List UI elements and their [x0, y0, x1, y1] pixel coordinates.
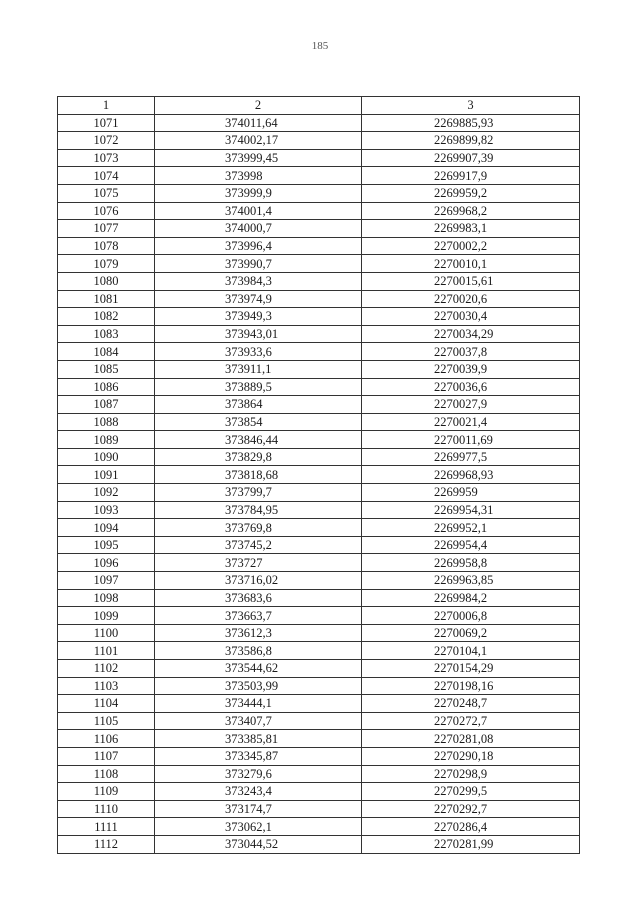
point-number-cell: 1096	[58, 554, 155, 572]
point-number-cell: 1076	[58, 202, 155, 220]
table-header	[58, 97, 580, 115]
x-coordinate-cell: 373044,52	[155, 835, 362, 853]
point-number-cell: 1103	[58, 677, 155, 695]
point-number-cell: 1097	[58, 572, 155, 590]
y-coordinate-cell: 2269977,5	[362, 448, 580, 466]
x-coordinate-cell: 374000,7	[155, 220, 362, 238]
table-row	[58, 466, 580, 484]
y-coordinate-cell: 2269917,9	[362, 167, 580, 185]
x-coordinate-cell: 373974,9	[155, 290, 362, 308]
point-number-cell: 1107	[58, 747, 155, 765]
y-coordinate-cell: 2270298,9	[362, 765, 580, 783]
table-row	[58, 149, 580, 167]
table-row	[58, 255, 580, 273]
point-number-cell: 1091	[58, 466, 155, 484]
point-number-cell: 1084	[58, 343, 155, 361]
y-coordinate-cell: 2269899,82	[362, 132, 580, 150]
y-coordinate-cell: 2269958,8	[362, 554, 580, 572]
x-coordinate-cell: 373996,4	[155, 237, 362, 255]
point-number-cell: 1073	[58, 149, 155, 167]
y-coordinate-cell: 2269963,85	[362, 572, 580, 590]
table-body	[58, 114, 580, 853]
y-coordinate-cell: 2270198,16	[362, 677, 580, 695]
table-row	[58, 783, 580, 801]
header-row	[58, 97, 580, 115]
x-coordinate-cell: 373818,68	[155, 466, 362, 484]
y-coordinate-cell: 2269954,4	[362, 536, 580, 554]
point-number-cell: 1086	[58, 378, 155, 396]
table-row	[58, 378, 580, 396]
x-coordinate-cell: 373998	[155, 167, 362, 185]
x-coordinate-cell: 373444,1	[155, 695, 362, 713]
point-number-cell: 1101	[58, 642, 155, 660]
point-number-cell: 1093	[58, 501, 155, 519]
x-coordinate-cell: 373407,7	[155, 712, 362, 730]
y-coordinate-cell: 2269984,2	[362, 589, 580, 607]
table-row	[58, 343, 580, 361]
y-coordinate-cell: 2270015,61	[362, 272, 580, 290]
table-row	[58, 712, 580, 730]
y-coordinate-cell: 2270290,18	[362, 747, 580, 765]
table-row	[58, 184, 580, 202]
point-number-cell: 1108	[58, 765, 155, 783]
table-row	[58, 747, 580, 765]
table-row	[58, 800, 580, 818]
y-coordinate-cell: 2270030,4	[362, 308, 580, 326]
y-coordinate-cell: 2269968,2	[362, 202, 580, 220]
table-row	[58, 572, 580, 590]
point-number-cell: 1090	[58, 448, 155, 466]
table-row	[58, 589, 580, 607]
x-coordinate-cell: 373990,7	[155, 255, 362, 273]
y-coordinate-cell: 2270034,29	[362, 325, 580, 343]
table-row	[58, 220, 580, 238]
x-coordinate-cell: 373727	[155, 554, 362, 572]
point-number-cell: 1078	[58, 237, 155, 255]
y-coordinate-cell: 2270036,6	[362, 378, 580, 396]
x-coordinate-cell: 373784,95	[155, 501, 362, 519]
point-number-cell: 1077	[58, 220, 155, 238]
x-coordinate-cell: 373612,3	[155, 624, 362, 642]
table-row	[58, 413, 580, 431]
y-coordinate-cell: 2270021,4	[362, 413, 580, 431]
y-coordinate-cell: 2270010,1	[362, 255, 580, 273]
point-number-cell: 1100	[58, 624, 155, 642]
table-row	[58, 501, 580, 519]
x-coordinate-cell: 373999,9	[155, 184, 362, 202]
x-coordinate-cell: 373062,1	[155, 818, 362, 836]
x-coordinate-cell: 373716,02	[155, 572, 362, 590]
y-coordinate-cell: 2270069,2	[362, 624, 580, 642]
coordinates-table	[57, 96, 580, 854]
x-coordinate-cell: 373243,4	[155, 783, 362, 801]
point-number-cell: 1083	[58, 325, 155, 343]
point-number-cell: 1106	[58, 730, 155, 748]
point-number-cell: 1079	[58, 255, 155, 273]
x-coordinate-cell: 373799,7	[155, 484, 362, 502]
x-coordinate-cell: 373385,81	[155, 730, 362, 748]
y-coordinate-cell: 2270039,9	[362, 360, 580, 378]
table-row	[58, 484, 580, 502]
point-number-cell: 1110	[58, 800, 155, 818]
x-coordinate-cell: 373586,8	[155, 642, 362, 660]
table-row	[58, 677, 580, 695]
x-coordinate-cell: 373889,5	[155, 378, 362, 396]
x-coordinate-cell: 373984,3	[155, 272, 362, 290]
point-number-cell: 1085	[58, 360, 155, 378]
table-row	[58, 835, 580, 853]
point-number-cell: 1089	[58, 431, 155, 449]
y-coordinate-cell: 2269885,93	[362, 114, 580, 132]
y-coordinate-cell: 2269968,93	[362, 466, 580, 484]
x-coordinate-cell: 374001,4	[155, 202, 362, 220]
table-row	[58, 730, 580, 748]
x-coordinate-cell: 373503,99	[155, 677, 362, 695]
y-coordinate-cell: 2270002,2	[362, 237, 580, 255]
y-coordinate-cell: 2270020,6	[362, 290, 580, 308]
table-row	[58, 237, 580, 255]
y-coordinate-cell: 2270011,69	[362, 431, 580, 449]
x-coordinate-cell: 373663,7	[155, 607, 362, 625]
point-number-cell: 1094	[58, 519, 155, 537]
x-coordinate-cell: 374002,17	[155, 132, 362, 150]
x-coordinate-cell: 374011,64	[155, 114, 362, 132]
point-number-cell: 1095	[58, 536, 155, 554]
y-coordinate-cell: 2269954,31	[362, 501, 580, 519]
x-coordinate-cell: 373769,8	[155, 519, 362, 537]
table-row	[58, 554, 580, 572]
point-number-cell: 1098	[58, 589, 155, 607]
table-row	[58, 308, 580, 326]
table-row	[58, 660, 580, 678]
y-coordinate-cell: 2270281,08	[362, 730, 580, 748]
table-row	[58, 132, 580, 150]
table-row	[58, 396, 580, 414]
table-row	[58, 202, 580, 220]
y-coordinate-cell: 2269959,2	[362, 184, 580, 202]
x-coordinate-cell: 373911,1	[155, 360, 362, 378]
point-number-cell: 1081	[58, 290, 155, 308]
x-coordinate-cell: 373949,3	[155, 308, 362, 326]
x-coordinate-cell: 373174,7	[155, 800, 362, 818]
table-row	[58, 290, 580, 308]
table-row	[58, 272, 580, 290]
y-coordinate-cell: 2270272,7	[362, 712, 580, 730]
y-coordinate-cell: 2270248,7	[362, 695, 580, 713]
table-row	[58, 431, 580, 449]
point-number-cell: 1099	[58, 607, 155, 625]
y-coordinate-cell: 2270037,8	[362, 343, 580, 361]
x-coordinate-cell: 373745,2	[155, 536, 362, 554]
y-coordinate-cell: 2270286,4	[362, 818, 580, 836]
point-number-cell: 1109	[58, 783, 155, 801]
table-row	[58, 642, 580, 660]
y-coordinate-cell: 2270104,1	[362, 642, 580, 660]
table-row	[58, 607, 580, 625]
y-coordinate-cell: 2270154,29	[362, 660, 580, 678]
y-coordinate-cell: 2270281,99	[362, 835, 580, 853]
point-number-cell: 1105	[58, 712, 155, 730]
point-number-cell: 1088	[58, 413, 155, 431]
table-row	[58, 624, 580, 642]
y-coordinate-cell: 2270027,9	[362, 396, 580, 414]
x-coordinate-cell: 373345,87	[155, 747, 362, 765]
table-row	[58, 536, 580, 554]
x-coordinate-cell: 373943,01	[155, 325, 362, 343]
y-coordinate-cell: 2270299,5	[362, 783, 580, 801]
point-number-cell: 1080	[58, 272, 155, 290]
x-coordinate-cell: 373279,6	[155, 765, 362, 783]
point-number-cell: 1075	[58, 184, 155, 202]
point-number-cell: 1072	[58, 132, 155, 150]
x-coordinate-cell: 373854	[155, 413, 362, 431]
table-row	[58, 765, 580, 783]
x-coordinate-cell: 373933,6	[155, 343, 362, 361]
table-row	[58, 519, 580, 537]
x-coordinate-cell: 373683,6	[155, 589, 362, 607]
x-coordinate-cell: 373846,44	[155, 431, 362, 449]
x-coordinate-cell: 373864	[155, 396, 362, 414]
table-row	[58, 360, 580, 378]
x-coordinate-cell: 373999,45	[155, 149, 362, 167]
y-coordinate-cell: 2270292,7	[362, 800, 580, 818]
point-number-cell: 1111	[58, 818, 155, 836]
column-header-3: 3	[362, 97, 580, 115]
column-header-2: 2	[155, 97, 362, 115]
table-row	[58, 818, 580, 836]
y-coordinate-cell: 2269952,1	[362, 519, 580, 537]
x-coordinate-cell: 373544,62	[155, 660, 362, 678]
point-number-cell: 1092	[58, 484, 155, 502]
point-number-cell: 1074	[58, 167, 155, 185]
table-row	[58, 325, 580, 343]
y-coordinate-cell: 2269983,1	[362, 220, 580, 238]
table-row	[58, 695, 580, 713]
column-header-1: 1	[58, 97, 155, 115]
table-row	[58, 448, 580, 466]
point-number-cell: 1087	[58, 396, 155, 414]
page-number: 185	[311, 40, 329, 52]
x-coordinate-cell: 373829,8	[155, 448, 362, 466]
point-number-cell: 1082	[58, 308, 155, 326]
point-number-cell: 1112	[58, 835, 155, 853]
table-row	[58, 114, 580, 132]
point-number-cell: 1104	[58, 695, 155, 713]
point-number-cell: 1102	[58, 660, 155, 678]
y-coordinate-cell: 2270006,8	[362, 607, 580, 625]
table-row	[58, 167, 580, 185]
y-coordinate-cell: 2269907,39	[362, 149, 580, 167]
point-number-cell: 1071	[58, 114, 155, 132]
y-coordinate-cell: 2269959	[362, 484, 580, 502]
